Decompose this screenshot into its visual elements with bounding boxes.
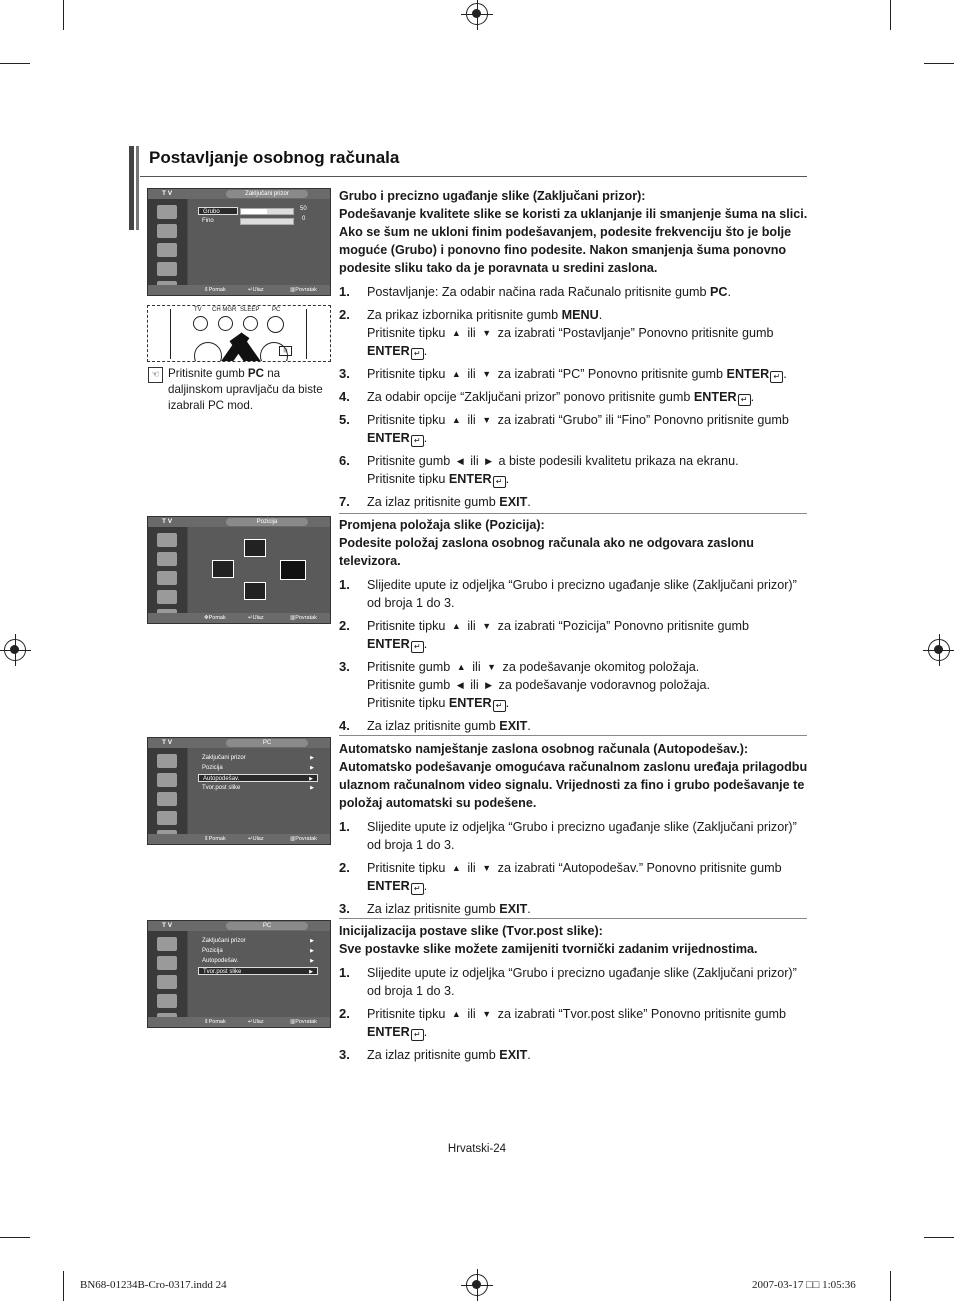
note-hand-icon: ☜ (148, 367, 163, 383)
section-intro: Sve postavke slike možete zamijeniti tvornički zadanim vrijednostima. (339, 942, 758, 956)
left-arrow-icon: ◀ (456, 456, 464, 466)
osd-tv-label: T V (162, 739, 173, 746)
picture-menu-icon (157, 754, 177, 768)
grubo-slider (240, 208, 294, 215)
setup-menu-icon (157, 994, 177, 1008)
osd-screen-pc-autopodesav: T V PC Zaključani prizor ▶ Pozicija ▶ Autopodešav. ▶ Tvor.post slike ▶ ⇕ Pomak ↵ Ulaz ▥ Povratak (147, 737, 331, 845)
osd-item-autopodesav: Autopodešav. ▶ (198, 774, 318, 782)
section-pozicija: Promjena položaja slike (Pozicija): Podesite položaj zaslona osobnog računala ako ne odgovara zaslonu televizora. 1. Slijedite upute iz odjeljka “Grubo i precizno ugađanje slike (Zaključani prizor)” od broja 1 do 3. 2. Pritisnite tipku ▲ ili ▼ za izabrati “Pozicija” Ponovno pritisnite gumb ENTER ↵ . 3. Pritisnite gumb ▲ ili ▼ za podešavanje okomitog položaja. Pritisnite gumb ◀ ili ▶ za podešavanje vodoravnog položaja. Pritisnite tipku ENTER ↵ . 4. Za izlaz pritisnite gumb EXIT. (339, 516, 809, 735)
osd-item-tvor-post: Tvor.post slike ▶ (202, 785, 314, 791)
section-divider (339, 918, 807, 919)
down-arrow-icon: ▼ (482, 369, 492, 379)
osd-item-autopodesav: Autopodešav. ▶ (202, 958, 314, 964)
up-arrow-icon: ▲ (451, 369, 461, 379)
enter-icon: ↵ (738, 394, 751, 406)
registration-mark-top (466, 3, 488, 25)
remote-label-chmgr: CH MGR (212, 307, 237, 313)
section-autopodesav: Automatsko namještanje zaslona osobnog računala (Autopodešav.): Automatsko podešavanje omogućava računalnom zaslonu uređaja prilagodbu ulaznom računalnom video signalu. Vrijednosti za fino i grubo podešavanje te položaj automatski su podešene. 1. Slijedite upute iz odjeljka “Grubo i precizno ugađanje slike (Zaključani prizor)” od broja 1 do 3. 2. Pritisnite tipku ▲ ili ▼ za izabrati “Autopodešav.” Ponovno pritisnite gumb ENTER ↵ . 3. Za izlaz pritisnite gumb EXIT. (339, 742, 808, 916)
channel-menu-icon (157, 571, 177, 585)
remote-label-tv: TV (194, 307, 202, 313)
right-arrow-icon: ▶ (485, 680, 493, 690)
channel-menu-icon (157, 243, 177, 257)
up-arrow-icon: ▲ (451, 1009, 461, 1019)
enter-icon: ↵ (770, 371, 783, 383)
section-intro: Automatsko podešavanje omogućava računalnom zaslonu uređaja prilagodbu ulaznom računalnom video signalu. Vrijednosti za fino i grubo podešavanje te položaj automatski su podešene. (339, 760, 808, 810)
title-accent-bar-secondary (136, 146, 139, 230)
section-divider (339, 513, 807, 514)
fino-slider (240, 218, 294, 225)
right-arrow-icon: ▶ (485, 456, 493, 466)
osd-item-tvor-post: Tvor.post slike ▶ (198, 967, 318, 975)
registration-mark-bottom (466, 1274, 488, 1296)
pc-button (267, 316, 284, 333)
down-arrow-icon: ▼ (482, 621, 492, 631)
osd-item-zakljucani: Zaključani prizor ▶ (202, 938, 314, 944)
position-left-box (212, 560, 234, 578)
picture-menu-icon (157, 533, 177, 547)
down-arrow-icon: ▼ (482, 328, 492, 338)
remote-note: ☜ Pritisnite gumb PC na daljinskom upravljaču da biste izabrali PC mod. (148, 366, 338, 414)
enter-icon: ↵ (493, 700, 506, 712)
up-arrow-icon: ▲ (451, 863, 461, 873)
osd-menu-title: Pozicija (226, 518, 308, 526)
sound-menu-icon (157, 552, 177, 566)
enter-icon: ↵ (493, 476, 506, 488)
remote-control-illustration (147, 305, 331, 362)
enter-icon: ↵ (411, 435, 424, 447)
picture-menu-icon (157, 205, 177, 219)
section-heading: Grubo i precizno ugađanje slike (Zaključani prizor): (339, 189, 646, 203)
section-divider (339, 735, 807, 736)
osd-tv-label: T V (162, 518, 173, 525)
osd-menu-title: Zaključani prizor (226, 190, 308, 198)
sound-menu-icon (157, 224, 177, 238)
osd-screen-pozicija: T V Pozicija ✥ Pomak ↵ Ulaz ▥ Povratak (147, 516, 331, 624)
page-number: Hrvatski-24 (447, 1143, 507, 1155)
channel-menu-icon (157, 792, 177, 806)
up-arrow-icon: ▲ (456, 662, 466, 672)
channel-menu-icon (157, 975, 177, 989)
section-intro: Podesite položaj zaslona osobnog računala ako ne odgovara zaslonu televizora. (339, 536, 754, 568)
osd-tv-label: T V (162, 190, 173, 197)
position-up-box (244, 539, 266, 557)
position-right-box (280, 560, 306, 580)
sound-menu-icon (157, 773, 177, 787)
osd-screen-pc-tvor-post: T V PC Zaključani prizor ▶ Pozicija ▶ Autopodešav. ▶ Tvor.post slike ▶ ⇕ Pomak ↵ Ulaz ▥ Povratak (147, 920, 331, 1028)
section-heading: Promjena položaja slike (Pozicija): (339, 518, 545, 532)
down-arrow-icon: ▼ (482, 415, 492, 425)
osd-item-zakljucani: Zaključani prizor ▶ (202, 755, 314, 761)
section-tvor-post: Inicijalizacija postave slike (Tvor.post slike): Sve postavke slike možete zamijeniti tvornički zadanim vrijednostima. 1. Slijedite upute iz odjeljka “Grubo i precizno ugađanje slike (Zaključani prizor)” od broja 1 do 3. 2. Pritisnite tipku ▲ ili ▼ za izabrati “Tvor.post slike” Ponovno pritisnite gumb ENTER ↵ . 3. Za izlaz pritisnite gumb EXIT. (339, 922, 809, 1064)
down-arrow-icon: ▼ (487, 662, 497, 672)
title-accent-bar (129, 146, 134, 230)
down-arrow-icon: ▼ (482, 1009, 492, 1019)
print-slug-left: BN68-01234B-Cro-0317.indd 24 (80, 1279, 227, 1291)
sound-menu-icon (157, 956, 177, 970)
registration-mark-left (4, 639, 26, 661)
section-intro: Podešavanje kvalitete slike se koristi za uklanjanje ili smanjenje šuma na slici. Ako se šum ne ukloni finim podešavanjem, podesite frekvenciju što je bolje moguće (Grubo) i ponovno fino podesite. Nakon smanjenja šuma ponovno podesite sliku tako da je poravnata u sredini zaslona. (339, 207, 808, 275)
section-heading: Automatsko namještanje zaslona osobnog računala (Autopodešav.): (339, 742, 749, 756)
remote-label-sleep: SLEEP (240, 307, 260, 313)
enter-icon: ↵ (411, 883, 424, 895)
tv-button (193, 316, 208, 331)
fino-value: 0 (302, 216, 306, 222)
page-title: Postavljanje osobnog računala (149, 148, 400, 167)
setup-menu-icon (157, 262, 177, 276)
osd-menu-title: PC (226, 922, 308, 930)
osd-row-fino: Fino (202, 218, 214, 224)
left-arrow-icon: ◀ (456, 680, 464, 690)
section-heading: Inicijalizacija postave slike (Tvor.post slike): (339, 924, 603, 938)
input-icon: ⊡ (279, 346, 292, 356)
position-down-box (244, 582, 266, 600)
down-arrow-icon: ▼ (482, 863, 492, 873)
section-zakljucani-prizor: Grubo i precizno ugađanje slike (Zaključani prizor): Podešavanje kvalitete slike se koristi za uklanjanje ili smanjenje šuma na slici. Ako se šum ne ukloni finim podešavanjem, podesite frekvenciju što je bolje moguće (Grubo) i ponovno fino podesite. Nakon smanjenja šuma ponovno podesite sliku tako da je poravnata u sredini zaslona. 1. Postavljanje: Za odabir načina rada Računalo pritisnite gumb PC. 2. Za prikaz izbornika pritisnite gumb MENU. Pritisnite tipku ▲ ili ▼ za izabrati “Postavljanje” Ponovno pritisnite gumb ENTER ↵ . 3. Pritisnite tipku ▲ ili ▼ za izabrati “PC” Ponovno pritisnite gumb ENTER ↵ . 4. Za odabir opcije “Zaključani prizor” ponovo pritisnite gumb ENTER ↵ . 5. Pritisnite tipku ▲ ili ▼ za izabrati “Grubo” ili “Fino” Ponovno pritisnite gumb ENTER ↵ . 6. Pritisnite gumb ◀ ili ▶ a biste podesili kvalitetu prikaza na ekranu. Pritisnite tipku ENTER ↵ . 7. Za izlaz pritisnite gumb EXIT. (339, 189, 808, 509)
title-divider (140, 176, 807, 177)
setup-menu-icon (157, 590, 177, 604)
print-slug-right: 2007-03-17 □□ 1:05:36 (752, 1279, 856, 1291)
osd-tv-label: T V (162, 922, 173, 929)
osd-row-grubo: Grubo (198, 207, 238, 215)
osd-screen-zakljucani-prizor: T V Zaključani prizor Grubo 50 Fino 0 ⇕ Pomak ↵ Ulaz ▥ Povratak (147, 188, 331, 296)
osd-item-pozicija: Pozicija ▶ (202, 948, 314, 954)
osd-item-pozicija: Pozicija ▶ (202, 765, 314, 771)
sleep-button (243, 316, 258, 331)
remote-label-pc: PC (272, 307, 281, 313)
enter-icon: ↵ (411, 348, 424, 360)
up-arrow-icon: ▲ (451, 415, 461, 425)
up-arrow-icon: ▲ (451, 328, 461, 338)
enter-icon: ↵ (411, 1029, 424, 1041)
chmgr-button (218, 316, 233, 331)
osd-menu-title: PC (226, 739, 308, 747)
picture-menu-icon (157, 937, 177, 951)
up-arrow-icon: ▲ (451, 621, 461, 631)
volume-button (194, 342, 222, 362)
grubo-value: 50 (300, 206, 307, 212)
enter-icon: ↵ (411, 641, 424, 653)
registration-mark-right (928, 639, 950, 661)
setup-menu-icon (157, 811, 177, 825)
